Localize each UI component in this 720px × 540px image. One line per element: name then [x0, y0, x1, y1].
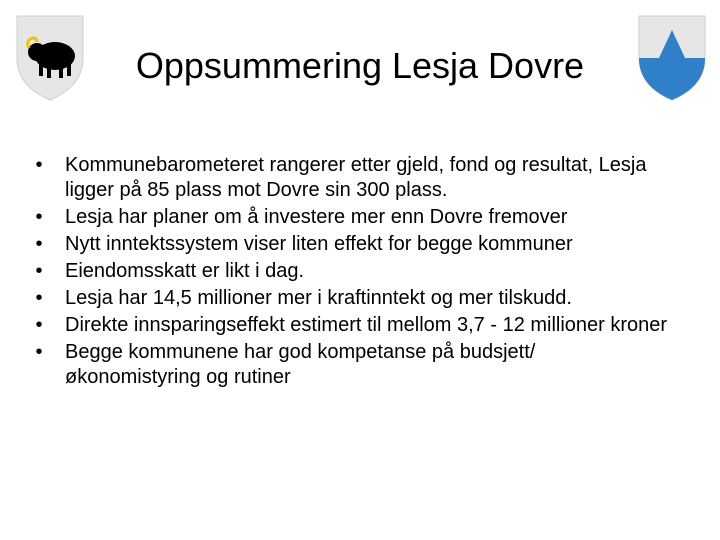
bullet-item — [30, 232, 670, 257]
bullet-item — [30, 313, 670, 338]
bullet-dot-icon: • — [35, 154, 43, 176]
bullet-text: Lesja har 14,5 millioner mer i kraftinntekt og mer tilskudd. — [65, 287, 572, 309]
slide-title: Oppsummering Lesja Dovre — [135, 45, 585, 86]
bullet-item — [30, 205, 670, 230]
bullet-dot-icon: • — [35, 206, 43, 228]
mountain-crest-icon — [637, 14, 707, 102]
bullet-dot-icon: • — [35, 287, 43, 309]
bullet-item — [30, 153, 670, 203]
bullet-dot-icon: • — [35, 341, 43, 363]
bullet-text: Lesja har planer om å investere mer enn Dovre fremover — [65, 206, 568, 228]
bullet-text: Begge kommunene har god kompetanse på budsjett/økonomistyring og rutiner — [65, 341, 536, 388]
bullet-text: Kommunebarometeret rangerer etter gjeld, fond og resultat, Lesja ligger på 85 plass mot Dovre sin 300 plass. — [65, 154, 647, 201]
bullet-item — [30, 340, 670, 390]
bullet-list — [30, 153, 670, 392]
bullet-item — [30, 286, 670, 311]
bullet-item — [30, 259, 670, 284]
bullet-dot-icon: • — [35, 233, 43, 255]
musk-ox-crest-icon — [15, 14, 85, 102]
bullet-text: Eiendomsskatt er likt i dag. — [65, 260, 304, 282]
bullet-text: Direkte innsparingseffekt estimert til mellom 3,7 - 12 millioner kroner — [65, 314, 668, 336]
bullet-dot-icon: • — [35, 314, 43, 336]
bullet-dot-icon: • — [35, 260, 43, 282]
bullet-text: Nytt inntektssystem viser liten effekt for begge kommuner — [65, 233, 573, 255]
